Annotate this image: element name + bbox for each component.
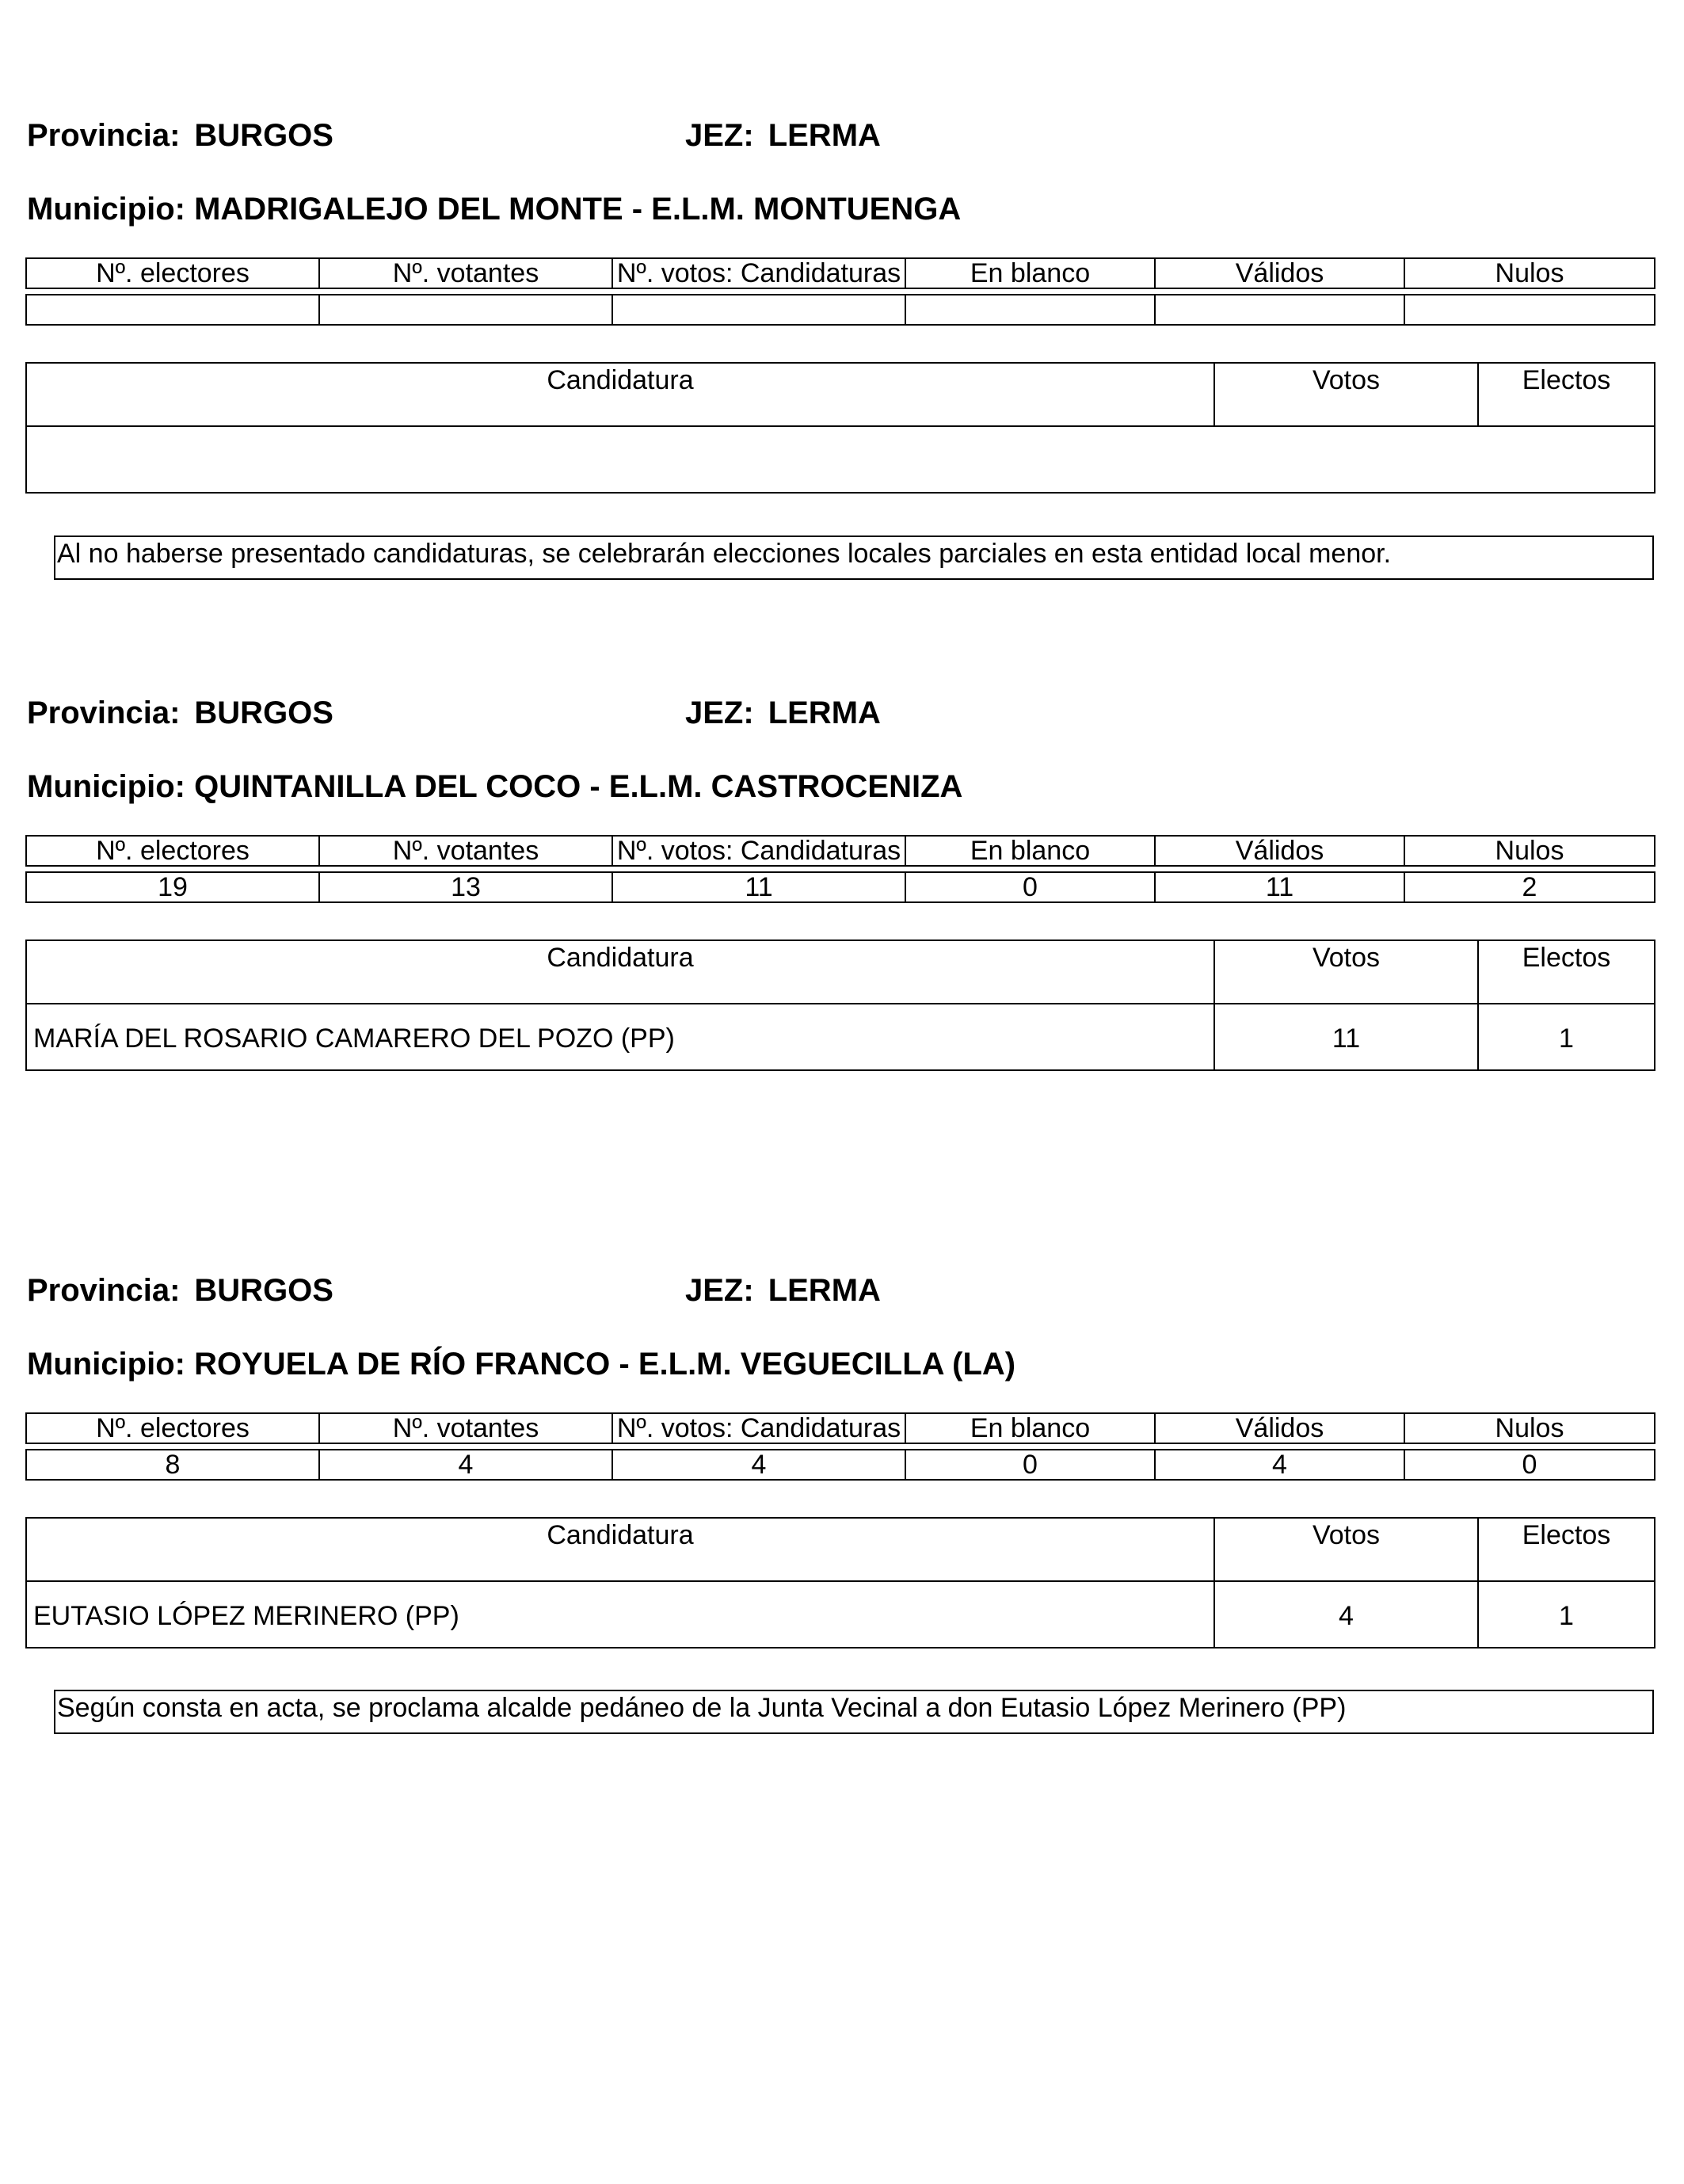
validos-value: 4	[1155, 1450, 1404, 1480]
provincia-value: BURGOS	[194, 118, 333, 153]
col-candidatura: Candidatura	[26, 940, 1214, 1004]
col-nulos: Nulos	[1404, 258, 1655, 288]
votantes-value: 13	[319, 872, 612, 902]
note-box: Según consta en acta, se proclama alcalde pedáneo de la Junta Vecinal a don Eutasio López Merinero (PP)	[54, 1690, 1654, 1734]
candidatura-table	[25, 1517, 1655, 1648]
col-electores: Nº. electores	[26, 836, 319, 866]
col-electores: Nº. electores	[26, 1413, 319, 1443]
candidatura-row	[26, 426, 1655, 493]
jez-heading: JEZ: LERMA	[685, 1273, 881, 1308]
col-validos: Válidos	[1155, 836, 1404, 866]
col-candidatura: Candidatura	[26, 1518, 1214, 1581]
votos-value: 11	[1214, 1004, 1478, 1070]
stats-header-row	[26, 258, 1655, 288]
municipio-value: QUINTANILLA DEL COCO - E.L.M. CASTROCENIZA	[194, 769, 963, 804]
municipio-value: ROYUELA DE RÍO FRANCO - E.L.M. VEGUECILLA (LA)	[194, 1347, 1016, 1382]
col-votantes: Nº. votantes	[319, 836, 612, 866]
jez-value: LERMA	[768, 696, 881, 730]
col-electos: Electos	[1478, 363, 1655, 426]
col-electos: Electos	[1478, 940, 1655, 1004]
provincia-heading: Provincia: BURGOS	[27, 118, 333, 153]
col-nulos: Nulos	[1404, 836, 1655, 866]
nulos-value	[1404, 295, 1655, 325]
votantes-value: 4	[319, 1450, 612, 1480]
validos-value	[1155, 295, 1404, 325]
col-votos: Votos	[1214, 940, 1478, 1004]
municipio-heading: Municipio: MADRIGALEJO DEL MONTE - E.L.M. MONTUENGA	[27, 192, 962, 227]
stats-value-row	[26, 1450, 1655, 1480]
stats-header-row	[26, 1413, 1655, 1443]
votos-candidaturas-value: 4	[612, 1450, 905, 1480]
col-nulos: Nulos	[1404, 1413, 1655, 1443]
col-votos-candidaturas: Nº. votos: Candidaturas	[612, 1413, 905, 1443]
col-candidatura: Candidatura	[26, 363, 1214, 426]
stats-value-row	[26, 295, 1655, 325]
col-votos: Votos	[1214, 1518, 1478, 1581]
col-en-blanco: En blanco	[905, 1413, 1155, 1443]
candidatura-row	[26, 1004, 1655, 1070]
jez-value: LERMA	[768, 118, 881, 153]
electos-value: 1	[1478, 1581, 1655, 1648]
en-blanco-value	[905, 295, 1155, 325]
col-electos: Electos	[1478, 1518, 1655, 1581]
votos-value: 4	[1214, 1581, 1478, 1648]
col-validos: Válidos	[1155, 1413, 1404, 1443]
provincia-value: BURGOS	[194, 696, 333, 730]
col-en-blanco: En blanco	[905, 836, 1155, 866]
votantes-value	[319, 295, 612, 325]
stats-table	[25, 835, 1655, 903]
col-votantes: Nº. votantes	[319, 258, 612, 288]
municipio-value: MADRIGALEJO DEL MONTE - E.L.M. MONTUENGA	[194, 192, 962, 227]
note-box: Al no haberse presentado candidaturas, se celebrarán elecciones locales parciales en esta entidad local menor.	[54, 536, 1654, 580]
stats-header-row	[26, 836, 1655, 866]
candidatura-header-row	[26, 1518, 1655, 1581]
en-blanco-value: 0	[905, 872, 1155, 902]
electores-value: 19	[26, 872, 319, 902]
nulos-value: 0	[1404, 1450, 1655, 1480]
col-votantes: Nº. votantes	[319, 1413, 612, 1443]
jez-heading: JEZ: LERMA	[685, 696, 881, 730]
jez-heading: JEZ: LERMA	[685, 118, 881, 153]
stats-table	[25, 1412, 1655, 1481]
stats-value-row	[26, 872, 1655, 902]
col-electores: Nº. electores	[26, 258, 319, 288]
candidatura-table	[25, 362, 1655, 494]
candidatura-name: MARÍA DEL ROSARIO CAMARERO DEL POZO (PP)	[26, 1004, 1214, 1070]
electores-value	[26, 295, 319, 325]
candidatura-empty	[26, 426, 1655, 493]
votos-candidaturas-value	[612, 295, 905, 325]
electos-value: 1	[1478, 1004, 1655, 1070]
electores-value: 8	[26, 1450, 319, 1480]
candidatura-name: EUTASIO LÓPEZ MERINERO (PP)	[26, 1581, 1214, 1648]
col-votos-candidaturas: Nº. votos: Candidaturas	[612, 258, 905, 288]
col-validos: Válidos	[1155, 258, 1404, 288]
provincia-heading: Provincia: BURGOS	[27, 696, 333, 730]
stats-table	[25, 257, 1655, 326]
provincia-heading: Provincia: BURGOS	[27, 1273, 333, 1308]
municipio-heading: Municipio: QUINTANILLA DEL COCO - E.L.M. CASTROCENIZA	[27, 769, 963, 804]
col-votos-candidaturas: Nº. votos: Candidaturas	[612, 836, 905, 866]
candidatura-table	[25, 940, 1655, 1071]
candidatura-header-row	[26, 363, 1655, 426]
col-votos: Votos	[1214, 363, 1478, 426]
provincia-value: BURGOS	[194, 1273, 333, 1308]
votos-candidaturas-value: 11	[612, 872, 905, 902]
candidatura-row	[26, 1581, 1655, 1648]
jez-value: LERMA	[768, 1273, 881, 1308]
validos-value: 11	[1155, 872, 1404, 902]
col-en-blanco: En blanco	[905, 258, 1155, 288]
en-blanco-value: 0	[905, 1450, 1155, 1480]
municipio-heading: Municipio: ROYUELA DE RÍO FRANCO - E.L.M. VEGUECILLA (LA)	[27, 1347, 1016, 1382]
nulos-value: 2	[1404, 872, 1655, 902]
candidatura-header-row	[26, 940, 1655, 1004]
